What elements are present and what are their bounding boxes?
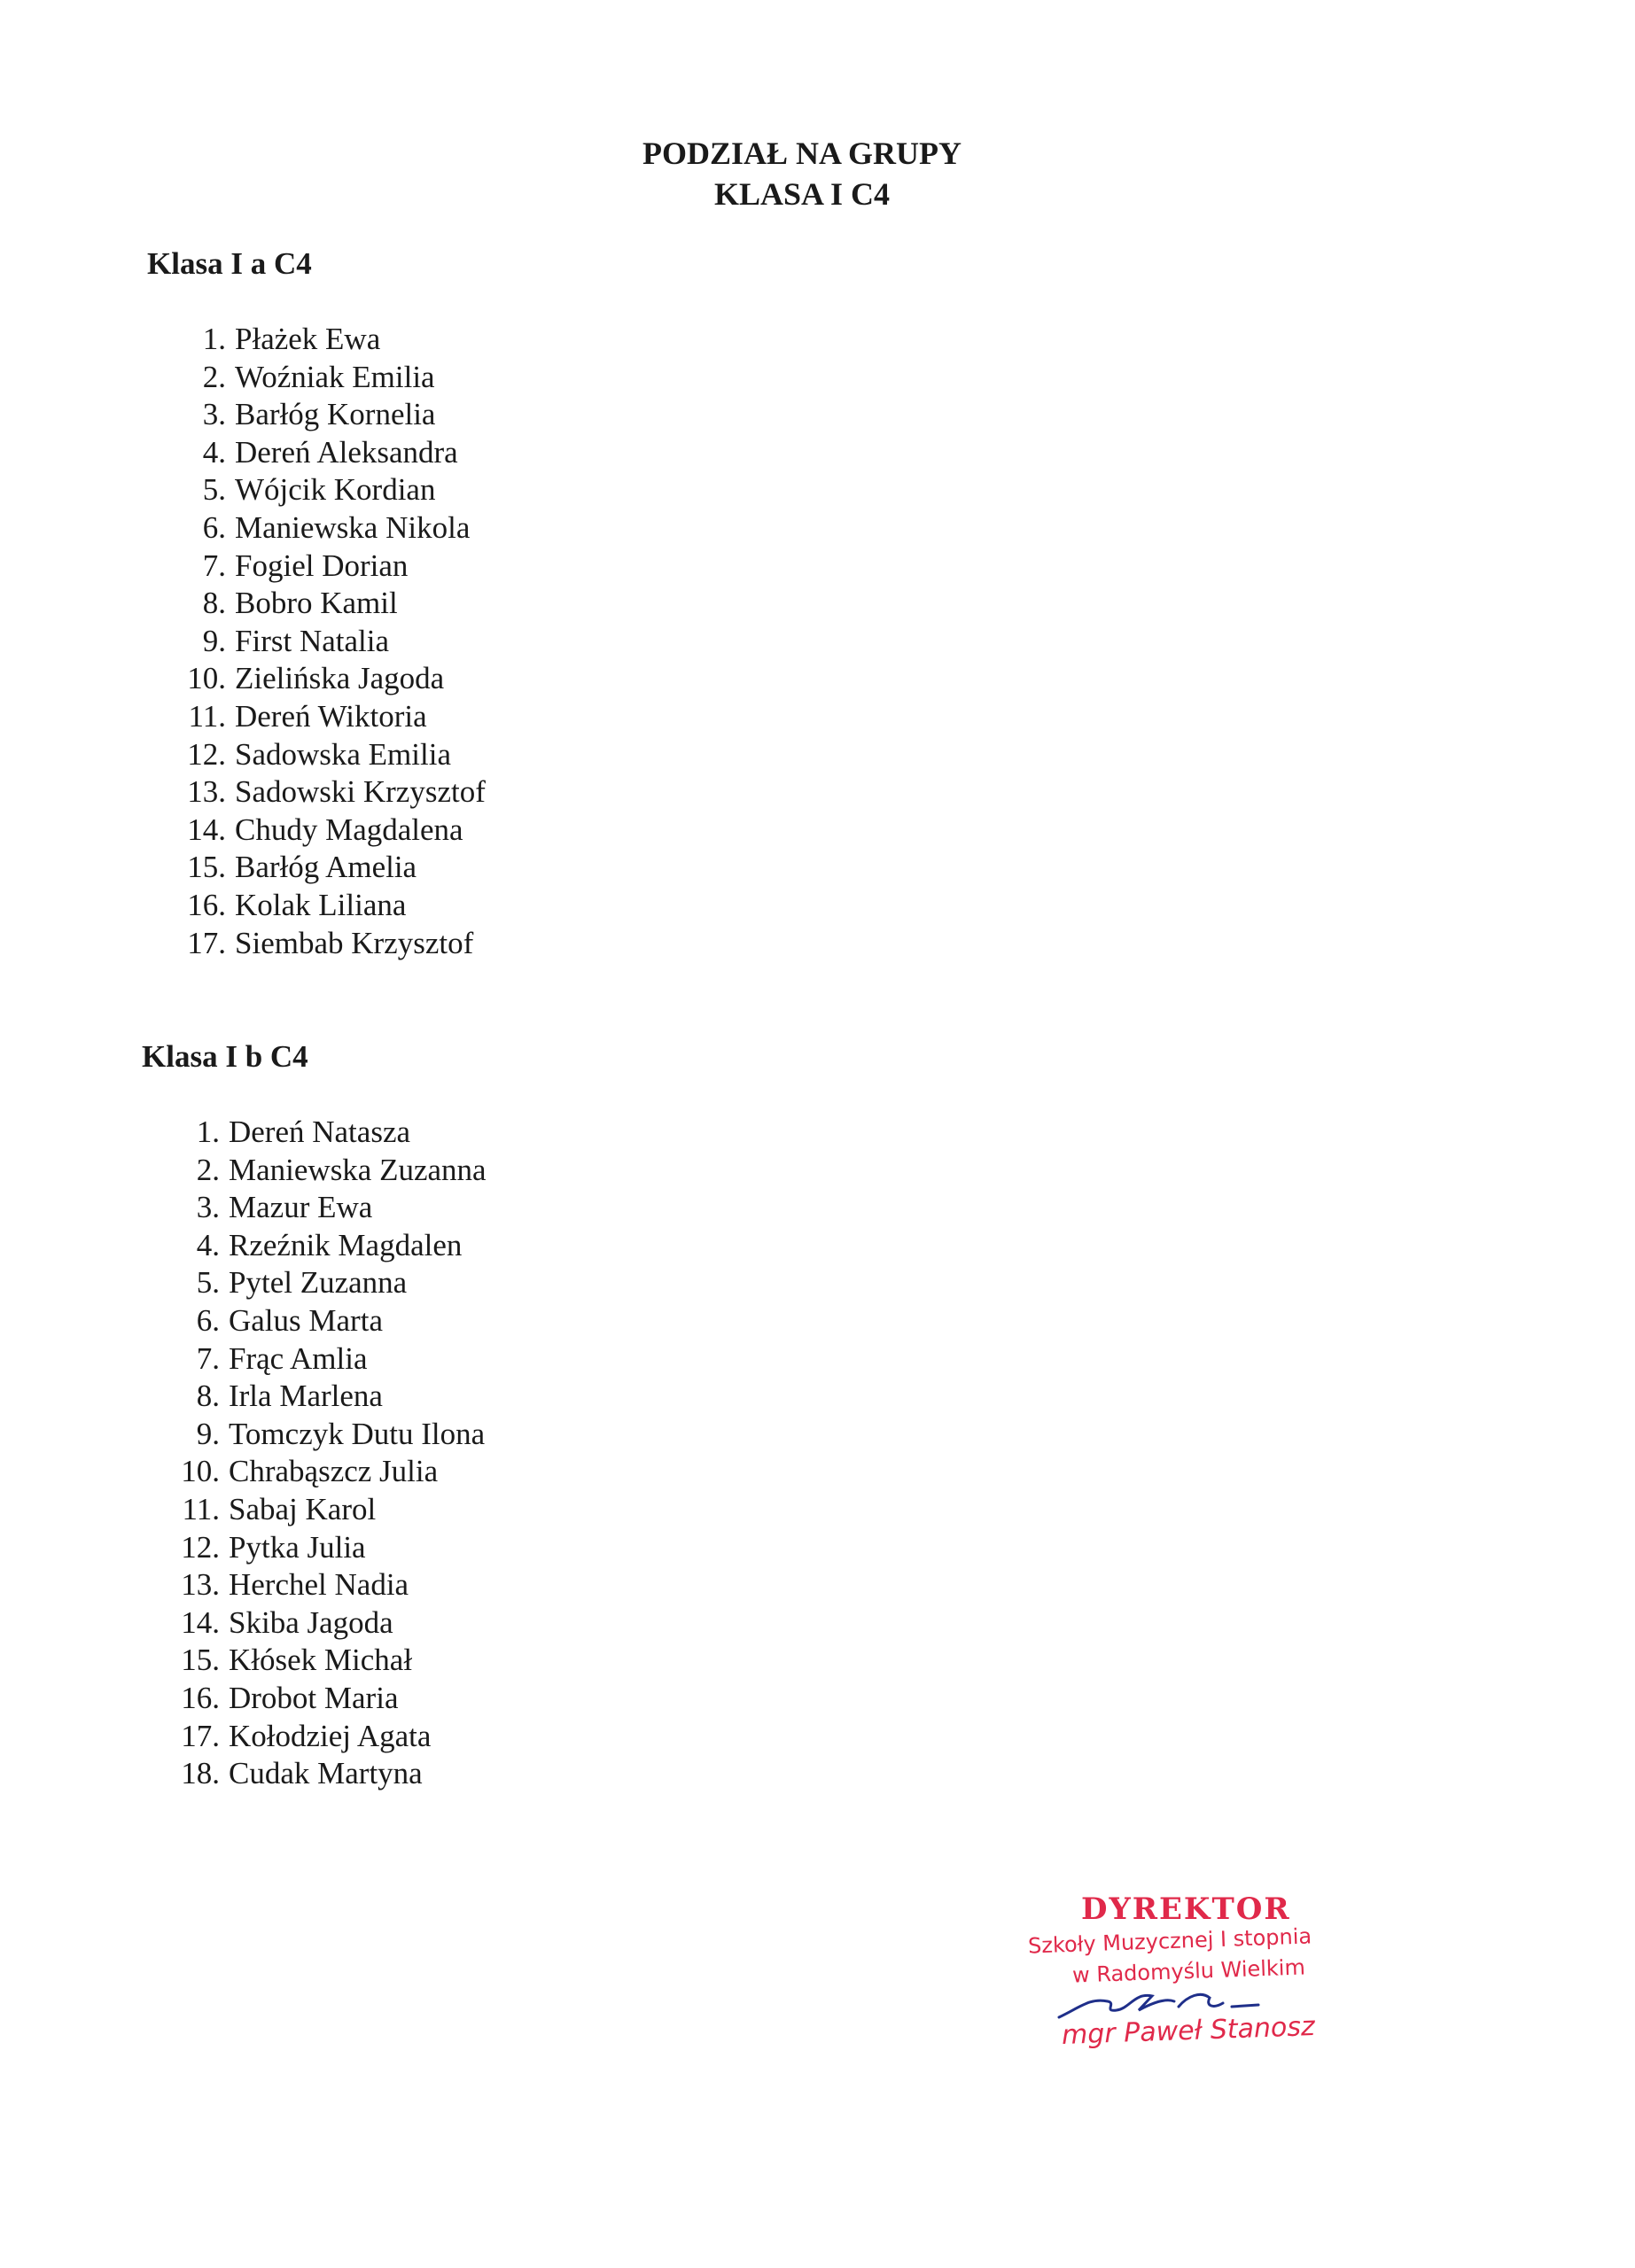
list-item <box>131 1264 663 1302</box>
student-name: Skiba Jagoda <box>229 1604 393 1640</box>
list-item-number: 2. <box>196 1152 220 1187</box>
student-name: Wójcik Kordian <box>235 472 436 508</box>
list-item-number: 7. <box>202 548 226 583</box>
list-item-number: 8. <box>202 586 226 621</box>
title-line-1: PODZIAŁ NA GRUPY <box>642 136 962 171</box>
list-item <box>137 509 669 548</box>
list-item-number: 4. <box>196 1227 220 1262</box>
list-item <box>131 1680 663 1718</box>
list-item <box>131 1491 663 1529</box>
student-name: Barłóg Kornelia <box>235 397 436 432</box>
student-name: Cudak Martyna <box>229 1756 423 1791</box>
student-name: Chrabąszcz Julia <box>229 1454 439 1489</box>
list-item <box>137 849 669 887</box>
list-item <box>137 736 669 774</box>
list-item-number: 15. <box>181 1643 220 1678</box>
list-item <box>131 1114 663 1152</box>
list-item <box>131 1453 663 1491</box>
student-name: Barłóg Amelia <box>235 850 417 885</box>
student-name: Drobot Maria <box>229 1680 399 1715</box>
student-name: Kołodziej Agata <box>229 1718 432 1753</box>
list-item-number: 18. <box>181 1756 220 1791</box>
list-item <box>131 1566 663 1604</box>
student-name: Woźniak Emilia <box>235 359 435 394</box>
student-name: Dereń Aleksandra <box>235 434 458 470</box>
list-item-number: 4. <box>202 434 226 470</box>
list-item-number: 12. <box>181 1529 220 1565</box>
list-item <box>137 660 669 698</box>
list-item-number: 3. <box>196 1190 220 1225</box>
student-name: Pytka Julia <box>229 1529 366 1565</box>
list-item <box>137 321 669 359</box>
student-name: Sadowska Emilia <box>235 736 451 772</box>
list-item-number: 6. <box>196 1302 220 1338</box>
list-item-number: 11. <box>188 698 226 734</box>
list-item <box>131 1227 663 1265</box>
list-item-number: 10. <box>181 1454 220 1489</box>
list-item <box>137 623 669 661</box>
stamp-school: Szkoły Muzycznej I stopnia <box>1027 1923 1312 1959</box>
list-item <box>131 1189 663 1227</box>
student-name: Sabaj Karol <box>229 1491 377 1526</box>
list-item-number: 13. <box>181 1567 220 1603</box>
list-item <box>131 1529 663 1567</box>
student-name: Zielińska Jagoda <box>235 661 445 696</box>
list-item <box>137 887 669 925</box>
list-item-number: 1. <box>196 1115 220 1149</box>
list-item-number: 9. <box>202 623 226 658</box>
list-item <box>131 1302 663 1340</box>
list-item <box>137 471 669 509</box>
student-name: First Natalia <box>235 623 389 658</box>
list-item <box>137 812 669 850</box>
student-name: Irla Marlena <box>229 1379 383 1414</box>
student-name: Płażek Ewa <box>235 322 381 356</box>
list-item-number: 5. <box>202 472 226 508</box>
list-item-number: 5. <box>196 1265 220 1301</box>
list-item <box>137 773 669 812</box>
list-item <box>131 1152 663 1190</box>
student-name: Fogiel Dorian <box>235 548 409 583</box>
list-item-number: 2. <box>202 359 226 394</box>
student-name: Bobro Kamil <box>235 586 398 621</box>
list-item-number: 17. <box>181 1718 220 1753</box>
list-item <box>137 548 669 586</box>
list-item <box>131 1416 663 1454</box>
list-item-number: 7. <box>196 1340 220 1376</box>
student-name: Kłósek Michał <box>229 1643 413 1678</box>
list-item <box>137 925 669 963</box>
list-item-number: 6. <box>202 509 226 545</box>
stamp-name: mgr Paweł Stanosz <box>1061 2011 1316 2051</box>
student-name: Sadowski Krzysztof <box>235 774 486 810</box>
list-item <box>131 1718 663 1756</box>
student-name: Maniewska Nikola <box>235 509 471 545</box>
title-line-2: KLASA I C4 <box>713 176 891 212</box>
stamp-title: DYREKTOR <box>1081 1891 1291 1927</box>
document-title <box>0 133 1604 214</box>
list-item-number: 10. <box>187 661 226 696</box>
list-item-number: 14. <box>187 812 226 847</box>
director-stamp <box>1019 1883 1391 2060</box>
list-item-number: 12. <box>187 736 226 772</box>
group-b-heading: Klasa I b C4 <box>142 1039 308 1074</box>
student-name: Maniewska Zuzanna <box>229 1152 487 1187</box>
student-name: Pytel Zuzanna <box>229 1265 408 1301</box>
list-item <box>137 698 669 736</box>
student-name: Frąc Amlia <box>229 1340 368 1376</box>
list-item-number: 11. <box>182 1491 220 1526</box>
list-item <box>131 1604 663 1643</box>
student-name: Rzeźnik Magdalen <box>229 1227 463 1262</box>
student-name: Tomczyk Dutu Ilona <box>229 1416 486 1451</box>
student-name: Kolak Liliana <box>235 887 407 922</box>
list-item <box>131 1642 663 1680</box>
stamp-town: w Radomyślu Wielkim <box>1071 1954 1306 1988</box>
list-item-number: 16. <box>187 887 226 922</box>
student-name: Herchel Nadia <box>229 1567 409 1603</box>
list-item <box>131 1340 663 1379</box>
group-a-heading: Klasa I a C4 <box>147 246 312 281</box>
list-item <box>137 434 669 472</box>
list-item-number: 14. <box>181 1604 220 1640</box>
list-item-number: 9. <box>196 1416 220 1451</box>
list-item <box>131 1378 663 1416</box>
list-item <box>131 1755 663 1793</box>
list-item-number: 17. <box>187 925 226 960</box>
list-item-number: 15. <box>187 850 226 885</box>
list-item-number: 8. <box>196 1379 220 1414</box>
group-a-list <box>137 321 669 962</box>
student-name: Chudy Magdalena <box>235 812 463 847</box>
list-item-number: 13. <box>187 774 226 810</box>
list-item-number: 16. <box>181 1680 220 1715</box>
list-item <box>137 396 669 434</box>
list-item-number: 3. <box>202 397 226 432</box>
student-name: Dereń Natasza <box>229 1115 411 1149</box>
list-item <box>137 585 669 623</box>
group-b-list <box>131 1114 663 1793</box>
list-item-number: 1. <box>202 322 226 356</box>
student-name: Mazur Ewa <box>229 1190 373 1225</box>
student-name: Siembab Krzysztof <box>235 925 474 960</box>
student-name: Dereń Wiktoria <box>235 698 427 734</box>
list-item <box>137 359 669 397</box>
student-name: Galus Marta <box>229 1302 383 1338</box>
